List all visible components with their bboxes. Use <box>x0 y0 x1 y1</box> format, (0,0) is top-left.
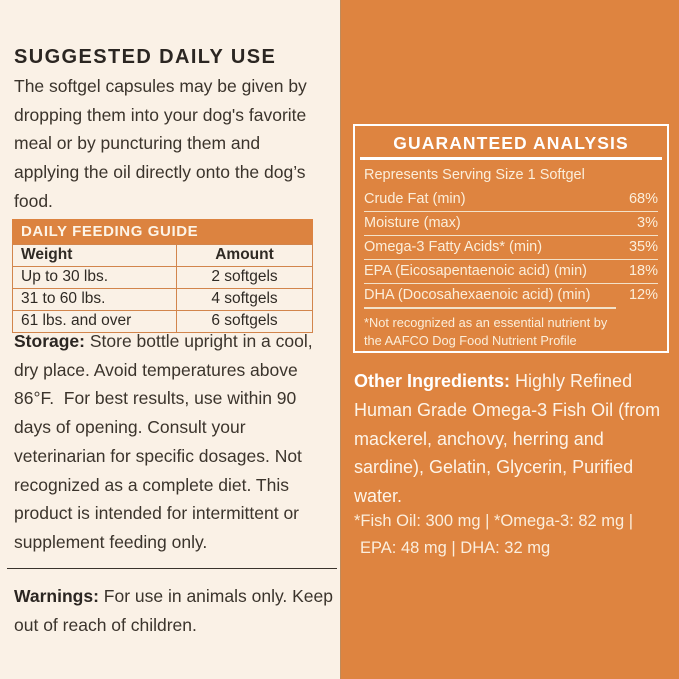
active-ingredient-amounts <box>354 508 678 561</box>
actives-line-2: EPA: 48 mg | DHA: 32 mg <box>360 538 551 557</box>
warnings-body: For use in animals only. Keep out of reach of children. <box>14 586 338 635</box>
guaranteed-analysis-title: GUARANTEED ANALYSIS <box>393 133 629 153</box>
analysis-value: 35% <box>628 239 658 255</box>
storage-body: Store bottle upright in a cool, dry place. Avoid temperatures above 86°F. For best results, use within 90 days of opening. Consult your veterinarian for specific dosages. Not recognized as a complete diet. This product is intended for intermittent or supplement feeding only. <box>14 331 318 552</box>
analysis-value: 68% <box>628 191 658 207</box>
actives-line-1: *Fish Oil: 300 mg | *Omega-3: 82 mg | <box>354 512 634 530</box>
analysis-label: DHA (Docosahexaenoic acid) (min) <box>364 287 591 303</box>
guaranteed-analysis-box <box>353 124 669 353</box>
storage-label: Storage: <box>14 331 85 351</box>
analysis-label: Omega-3 Fatty Acids* (min) <box>364 239 543 255</box>
analysis-row <box>364 211 658 235</box>
weight-cell: 61 lbs. and over <box>13 311 177 333</box>
feeding-guide-table <box>12 244 313 333</box>
analysis-value: 18% <box>628 263 658 279</box>
table-header-row <box>13 245 313 267</box>
label-right-panel <box>340 0 679 679</box>
analysis-row <box>364 235 658 259</box>
section-divider <box>7 568 337 569</box>
table-row <box>13 289 313 311</box>
analysis-row <box>364 283 658 307</box>
amount-cell: 4 softgels <box>177 289 313 311</box>
analysis-value: 3% <box>637 215 658 231</box>
column-header-weight: Weight <box>13 245 177 267</box>
analysis-row <box>364 259 658 283</box>
daily-feeding-guide <box>12 219 313 333</box>
suggested-daily-use-text: The softgel capsules may be given by dropping them into your dog's favorite meal or by puncturing them and applying the oil directly onto the dog’s food. <box>14 76 307 211</box>
analysis-value: 12% <box>628 287 658 303</box>
warnings-paragraph <box>14 582 338 639</box>
column-header-amount: Amount <box>177 245 313 267</box>
weight-cell: Up to 30 lbs. <box>13 267 177 289</box>
storage-paragraph <box>14 327 335 557</box>
table-row <box>13 267 313 289</box>
other-ingredients-label: Other Ingredients: <box>354 371 511 391</box>
analysis-row <box>364 188 658 211</box>
feeding-guide-title: DAILY FEEDING GUIDE <box>12 219 313 244</box>
other-ingredients-body: Highly Refined Human Grade Omega-3 Fish Oil (from mackerel, anchovy, herring and sardine), Gelatin, Glycerin, Purified water. <box>354 371 666 507</box>
warnings-label: Warnings: <box>14 586 99 606</box>
analysis-label: EPA (Eicosapentaenoic acid) (min) <box>364 263 587 279</box>
guaranteed-analysis-body <box>355 160 667 349</box>
amount-cell: 6 softgels <box>177 311 313 333</box>
analysis-label: Crude Fat (min) <box>364 191 466 207</box>
other-ingredients-paragraph <box>354 367 668 511</box>
suggested-daily-use-heading: SUGGESTED DAILY USE <box>14 46 277 68</box>
amount-cell: 2 softgels <box>177 267 313 289</box>
weight-cell: 31 to 60 lbs. <box>13 289 177 311</box>
analysis-footnote: *Not recognized as an essential nutrient by the AAFCO Dog Food Nutrient Profile <box>364 307 616 349</box>
analysis-label: Moisture (max) <box>364 215 461 231</box>
serving-size-note: Represents Serving Size 1 Softgel <box>364 167 585 183</box>
